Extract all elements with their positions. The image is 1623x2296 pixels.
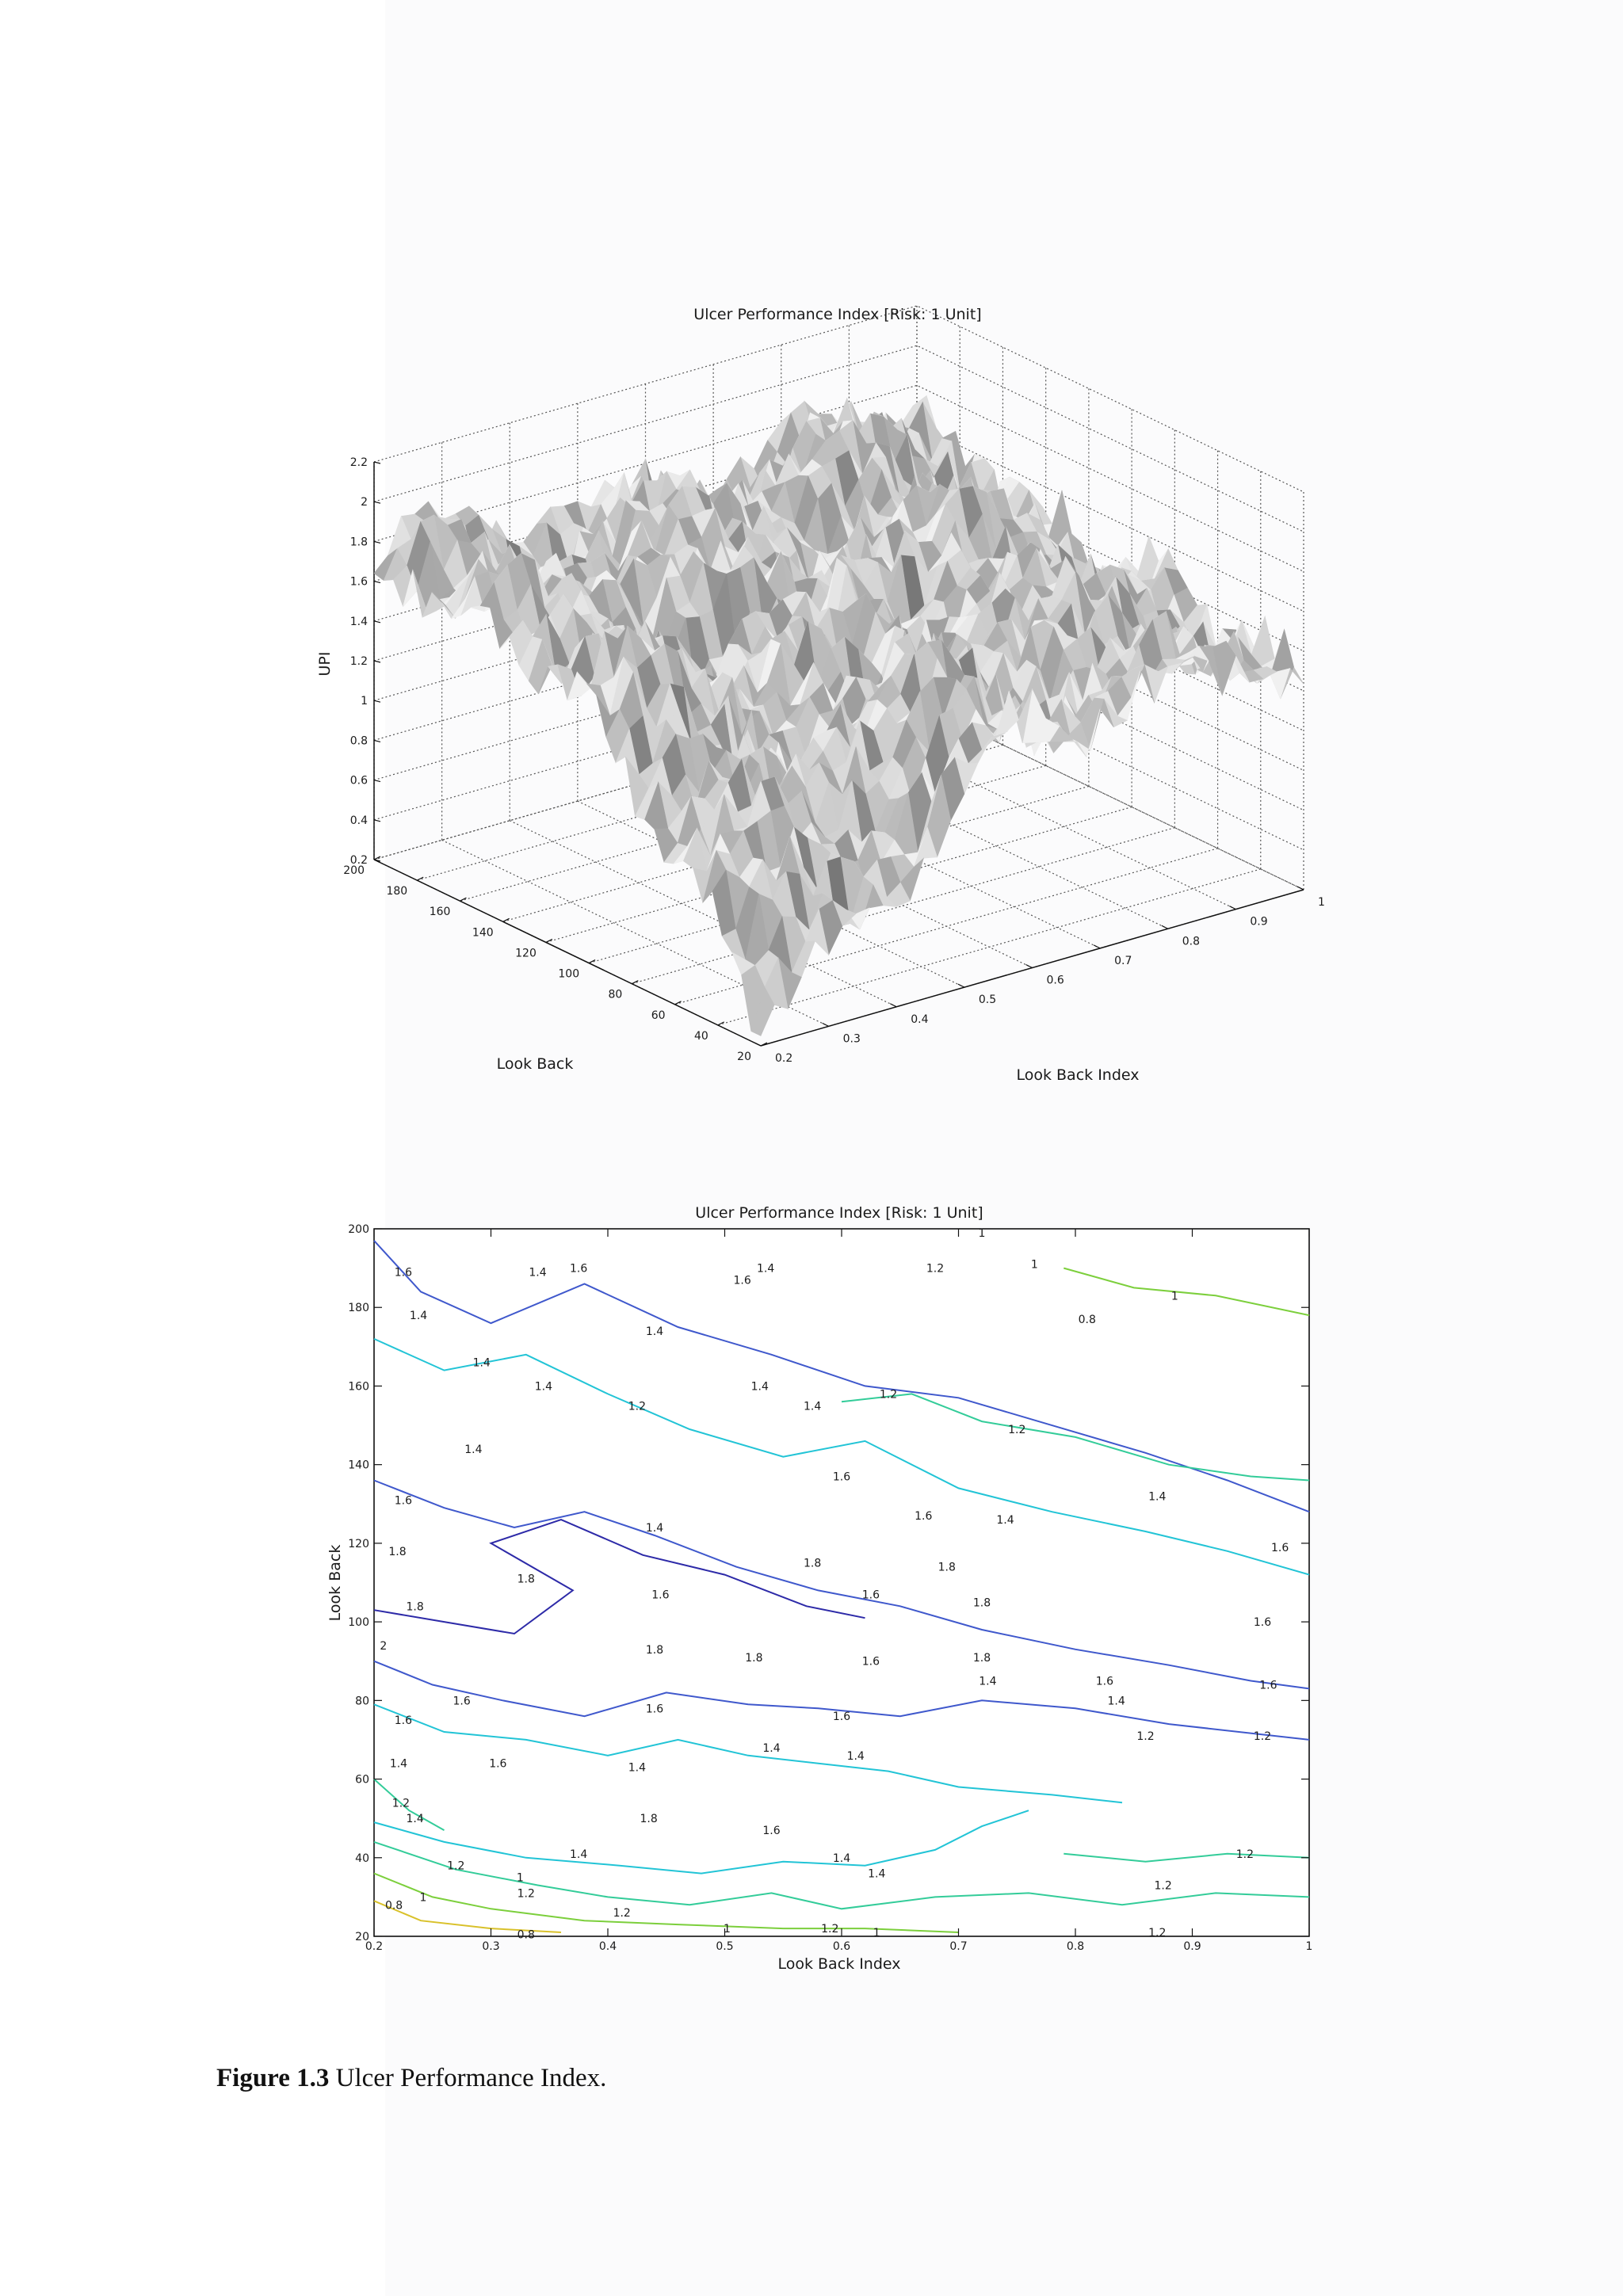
contour-label: 1.6 (453, 1695, 471, 1708)
x-tick-label: 0.7 (949, 1940, 968, 1953)
y-tick-label: 200 (343, 864, 365, 877)
contour-label: 1.8 (645, 1643, 664, 1657)
contour-label: 1.4 (645, 1522, 664, 1535)
contour-label: 1.4 (409, 1310, 428, 1323)
contour-label: 1.6 (832, 1470, 851, 1484)
y-tick-label: 80 (355, 1695, 369, 1708)
z-tick-label: 1.8 (349, 536, 368, 549)
contour-label: 1.4 (645, 1325, 664, 1338)
y-tick-label: 60 (651, 1009, 666, 1022)
y-tick-label: 40 (355, 1852, 369, 1865)
z-tick-label: 2.2 (349, 456, 368, 469)
contour-label: 1.6 (915, 1510, 933, 1524)
x-tick-label: 1 (1305, 1940, 1313, 1953)
x-tick-label: 0.6 (832, 1940, 851, 1953)
z-tick-label: 2 (361, 496, 368, 509)
contour-label: 1.4 (628, 1761, 647, 1775)
contour-label: 1.4 (750, 1380, 769, 1394)
contour-label: 1.6 (651, 1589, 670, 1602)
contour-label: 0.8 (517, 1928, 535, 1942)
y-tick-label: 120 (515, 947, 537, 960)
contour-label: 1.8 (406, 1600, 424, 1614)
y-tick-label: 60 (355, 1773, 369, 1787)
x-tick-label: 0.3 (842, 1032, 861, 1046)
z-tick-label: 1.6 (349, 575, 368, 589)
y-tick-label: 140 (472, 926, 494, 940)
contour-label: 0.8 (1078, 1314, 1096, 1327)
y-tick-label: 120 (348, 1537, 369, 1550)
y-tick-label: 160 (429, 906, 451, 919)
contour-label: 1.2 (517, 1887, 535, 1901)
contour-label: 1.8 (745, 1651, 763, 1665)
y-tick-label: 140 (348, 1459, 369, 1472)
contour-label: 1.6 (861, 1589, 880, 1602)
y-tick-label: 20 (737, 1051, 751, 1063)
contour-label: 1.6 (569, 1262, 588, 1276)
z-tick-label: 1.2 (349, 655, 368, 668)
x-tick-label: 0.8 (1182, 935, 1201, 948)
contour-label: 1.8 (972, 1596, 991, 1610)
y-tick-label: 200 (348, 1223, 369, 1236)
contour-label: 1.6 (1270, 1541, 1289, 1554)
y-tick-label: 100 (348, 1616, 369, 1630)
contour-label: 1.2 (1148, 1927, 1167, 1940)
contour-label: 1.4 (1148, 1490, 1167, 1504)
contour-label: 1.2 (447, 1859, 465, 1873)
surface-ylabel: Look Back (496, 1055, 574, 1073)
contour-label: 1.6 (394, 1494, 413, 1508)
contour-label: 1.4 (389, 1757, 408, 1771)
contour-label: 1.4 (406, 1813, 424, 1826)
contour-label: 1.2 (391, 1797, 411, 1810)
x-tick-label: 0.5 (978, 994, 997, 1007)
contour-label: 2 (380, 1639, 388, 1653)
contour-label: 1.8 (972, 1651, 991, 1665)
contour-label: 1.4 (472, 1356, 491, 1370)
x-tick-label: 0.9 (1250, 915, 1268, 929)
x-tick-label: 0.2 (775, 1052, 793, 1065)
x-tick-label: 0.5 (716, 1940, 734, 1953)
contour-label: 1.4 (868, 1867, 886, 1881)
contour-label: 1.4 (979, 1675, 997, 1688)
x-tick-label: 0.3 (482, 1940, 500, 1953)
y-tick-label: 180 (348, 1302, 369, 1315)
surface-title: Ulcer Performance Index [Risk: 1 Unit] (693, 306, 982, 323)
y-tick-label: 20 (355, 1931, 369, 1943)
x-tick-label: 1 (1318, 896, 1325, 909)
contour-label: 1.4 (803, 1400, 822, 1413)
contour-label: 1.6 (861, 1655, 880, 1669)
contour-label: 1.6 (1095, 1675, 1114, 1688)
contour-label: 1.2 (821, 1923, 839, 1936)
contour-label: 1.4 (762, 1741, 781, 1755)
contour-label: 1.6 (733, 1274, 751, 1287)
x-tick-label: 0.2 (365, 1940, 384, 1953)
surface-zlabel: UPI (316, 651, 334, 677)
contour-label: 1.2 (1154, 1879, 1172, 1893)
contour-label: 1.4 (996, 1514, 1014, 1527)
contour-label: 1.4 (846, 1749, 865, 1763)
contour-ylabel: Look Back (327, 1544, 344, 1622)
contour-label: 1.8 (803, 1557, 822, 1570)
contour-title: Ulcer Performance Index [Risk: 1 Unit] (695, 1204, 983, 1222)
contour-label: 1.4 (832, 1852, 851, 1865)
contour-label: 1.8 (938, 1561, 956, 1574)
contour-label: 1.2 (879, 1388, 898, 1402)
z-tick-label: 0.4 (349, 814, 368, 827)
y-tick-label: 100 (558, 967, 580, 981)
x-tick-label: 0.8 (1066, 1940, 1085, 1953)
surface-xlabel: Look Back Index (1016, 1066, 1140, 1084)
contour-label: 1.6 (1253, 1616, 1272, 1630)
x-tick-label: 0.6 (1046, 974, 1064, 987)
contour-label: 1.2 (926, 1262, 945, 1276)
contour-label: 1.4 (529, 1266, 547, 1280)
figure-caption (216, 2064, 606, 2093)
x-tick-label: 0.4 (598, 1940, 617, 1953)
contour-label: 1.4 (464, 1443, 483, 1456)
contour-label: 1 (723, 1923, 731, 1936)
y-tick-label: 160 (348, 1380, 369, 1394)
caption-text: Ulcer Performance Index. (329, 2064, 607, 2092)
contour-label: 1.4 (756, 1262, 775, 1276)
x-tick-label: 0.4 (911, 1013, 929, 1026)
contour-label: 0.8 (384, 1899, 403, 1913)
y-tick-label: 80 (608, 988, 623, 1001)
contour-label: 1.8 (640, 1813, 658, 1826)
contour-label: 1.6 (489, 1757, 507, 1771)
contour-label: 1.4 (534, 1380, 553, 1394)
contour-label: 1.2 (613, 1907, 631, 1920)
z-tick-label: 0.8 (349, 734, 368, 748)
z-tick-label: 1 (361, 695, 368, 708)
contour-label: 1.6 (645, 1703, 664, 1716)
z-tick-label: 0.2 (349, 854, 368, 867)
contour-label: 1.8 (388, 1545, 407, 1558)
contour-label: 1.2 (628, 1400, 647, 1413)
contour-label: 1.6 (832, 1711, 851, 1724)
contour-xlabel: Look Back Index (777, 1955, 901, 1973)
caption-label: Figure 1.3 (216, 2064, 330, 2092)
contour-plot-area (374, 1226, 1309, 1936)
contour-label: 1.2 (1235, 1848, 1254, 1861)
contour-label: 1 (1030, 1258, 1038, 1272)
z-tick-label: 1.4 (349, 615, 368, 628)
contour-label: 1.4 (1107, 1695, 1125, 1708)
contour-label: 1.6 (1259, 1679, 1277, 1692)
contour-label: 1.2 (1136, 1730, 1155, 1743)
contour-label: 1.2 (1253, 1730, 1272, 1743)
contour-label: 1 (419, 1891, 427, 1905)
contour-label: 1.8 (517, 1573, 535, 1586)
contour-label: 1 (516, 1871, 524, 1885)
z-tick-label: 0.6 (349, 774, 368, 788)
contour-label: 1.6 (762, 1825, 781, 1838)
contour-label: 1.4 (569, 1848, 588, 1861)
y-tick-label: 180 (386, 885, 408, 898)
x-tick-label: 0.9 (1183, 1940, 1201, 1953)
y-tick-label: 40 (693, 1029, 708, 1043)
contour-label: 1 (873, 1927, 880, 1940)
x-tick-label: 0.7 (1114, 954, 1132, 967)
contour-label: 1 (1170, 1290, 1178, 1303)
contour-label: 1.6 (394, 1266, 413, 1280)
contour-label: 1 (978, 1226, 986, 1240)
contour-label: 1.2 (1008, 1424, 1026, 1437)
contour-label: 1.6 (394, 1714, 413, 1728)
